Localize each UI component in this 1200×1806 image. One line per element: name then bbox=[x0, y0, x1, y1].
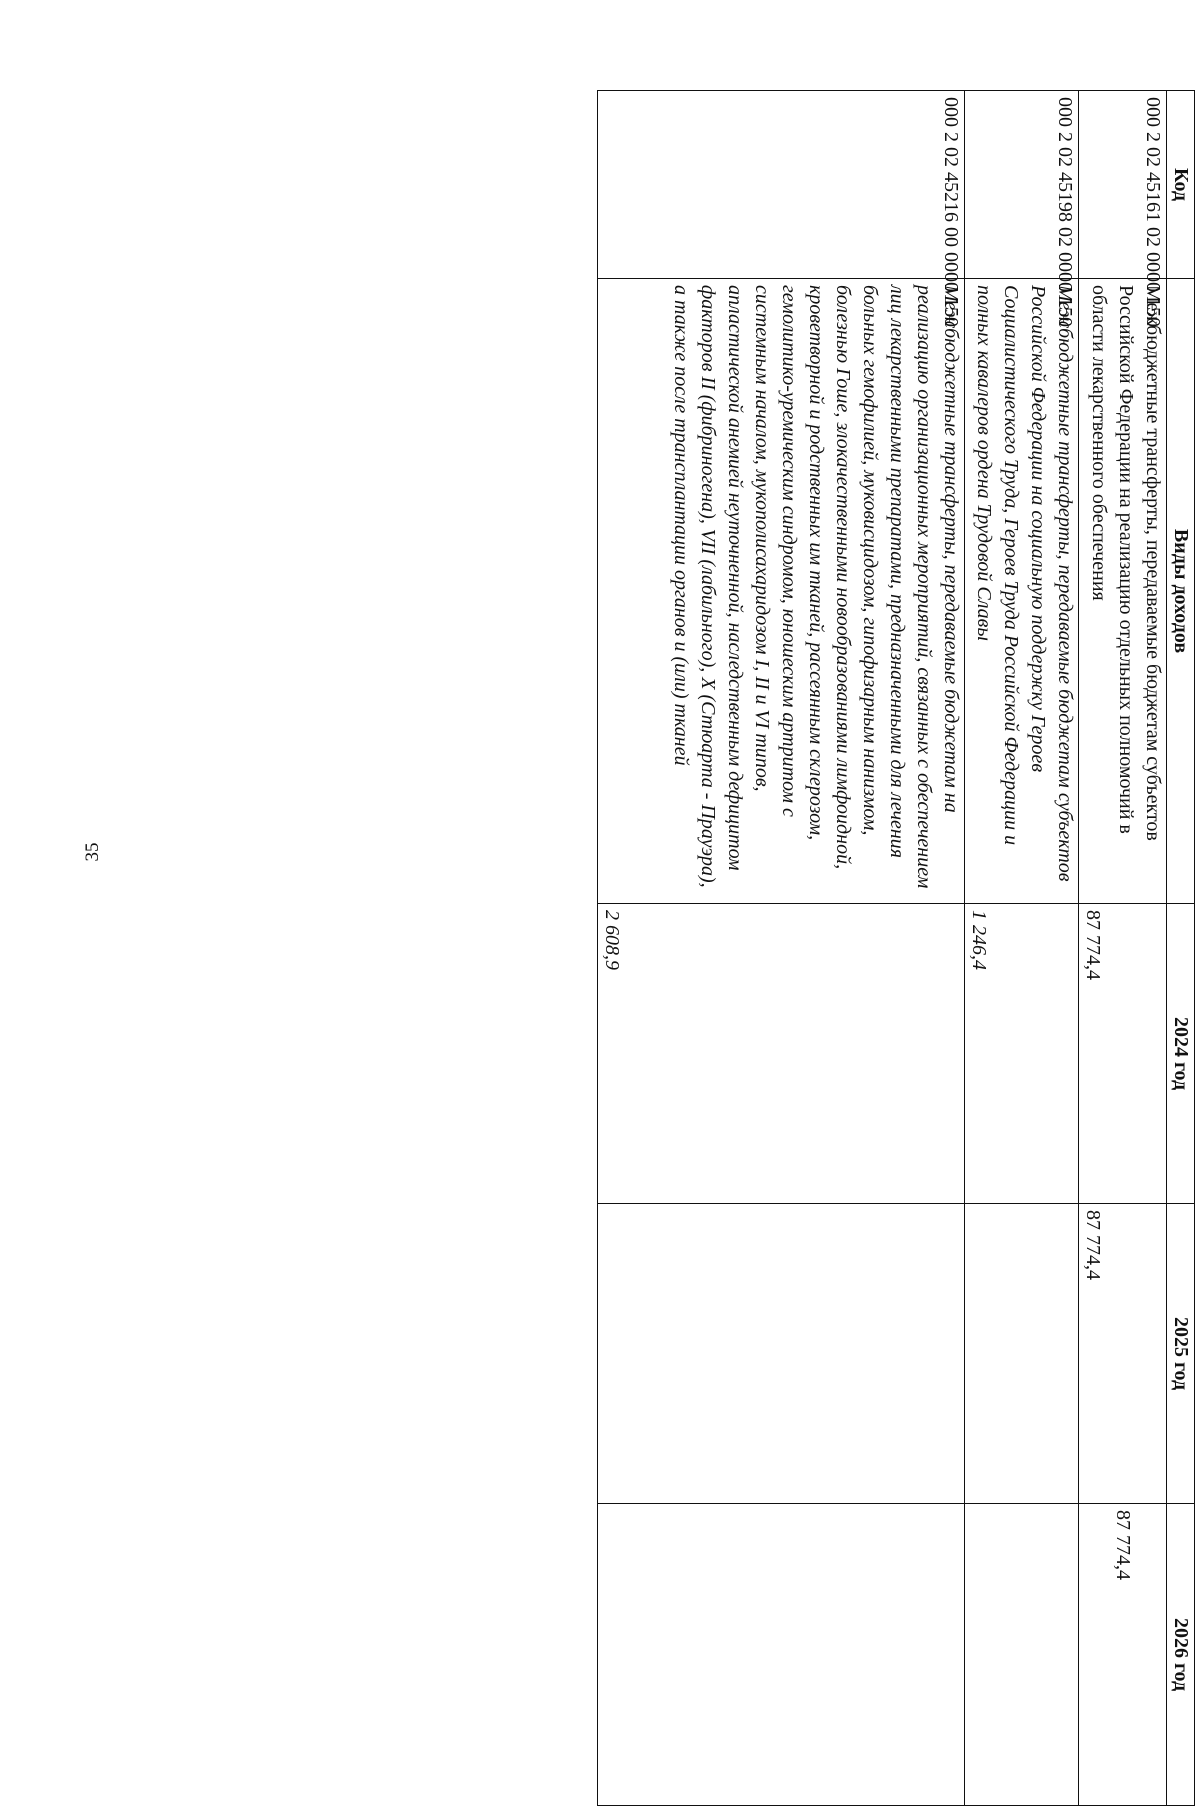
header-description: Виды доходов bbox=[1167, 279, 1195, 904]
row-description: Межбюджетные трансферты, передаваемые бюджетам субъектов Российской Федерации на социальную поддержку Героев Социалистического Труда, Героев Труда Российской Федерации и полных кавалеров ордена Трудовой Славы bbox=[965, 279, 1078, 904]
header-2024: 2024 год bbox=[1167, 904, 1195, 1204]
row-code: 000 2 02 45198 02 0000 150 bbox=[965, 91, 1078, 279]
row-code: 000 2 02 45161 02 0000 150 bbox=[1078, 91, 1166, 279]
table-row bbox=[965, 91, 1078, 1806]
row-value-2025 bbox=[965, 1204, 1078, 1504]
row-value-2026 bbox=[598, 1504, 965, 1806]
page-number: 35 bbox=[82, 842, 103, 862]
row-value-2025: 87 774,4 bbox=[1078, 1204, 1166, 1504]
revenue-table bbox=[597, 90, 1195, 1806]
table-row bbox=[1078, 91, 1166, 1806]
row-value-2026 bbox=[965, 1504, 1078, 1806]
table-row bbox=[598, 91, 965, 1806]
table-header-row bbox=[1167, 91, 1195, 1806]
header-code: Код bbox=[1167, 91, 1195, 279]
header-2025: 2025 год bbox=[1167, 1204, 1195, 1504]
row-value-2025 bbox=[598, 1204, 965, 1504]
row-description: Межбюджетные трансферты, передаваемые бюджетам субъектов Российской Федерации на реализацию отдельных полномочий в области лекарственного обеспечения bbox=[1078, 279, 1166, 904]
row-description: Межбюджетные трансферты, передаваемые бюджетам на реализацию организационных мероприятий, связанных с обеспечением лиц лекарственными препаратами, предназначенными для лечения больных гемофилией, муковисцидозом, гипофизарным нанизмом, болезнью Гоше, злокачественными новообразованиями лимфоидной, кроветворной и родственных им тканей, рассеянным склерозом, гемолитико-уремическим синдромом, юношеским артритом с системным началом, мукополисахаридозом I, II и VI типов, апластической анемией неуточненной, наследственным дефицитом факторов II (фибриногена), VII (лабильного), X (Стюарта - Прауэра), а также после трансплантации органов и (или) тканей bbox=[598, 279, 965, 904]
rotated-table-container bbox=[597, 90, 1195, 1805]
row-value-2024: 1 246,4 bbox=[965, 904, 1078, 1204]
header-2026: 2026 год bbox=[1167, 1504, 1195, 1806]
row-value-2024: 2 608,9 bbox=[598, 904, 965, 1204]
row-value-2024: 87 774,4 bbox=[1078, 904, 1166, 1204]
row-code: 000 2 02 45216 00 0000 150 bbox=[598, 91, 965, 279]
row-value-2026: 87 774,4 bbox=[1078, 1504, 1166, 1806]
